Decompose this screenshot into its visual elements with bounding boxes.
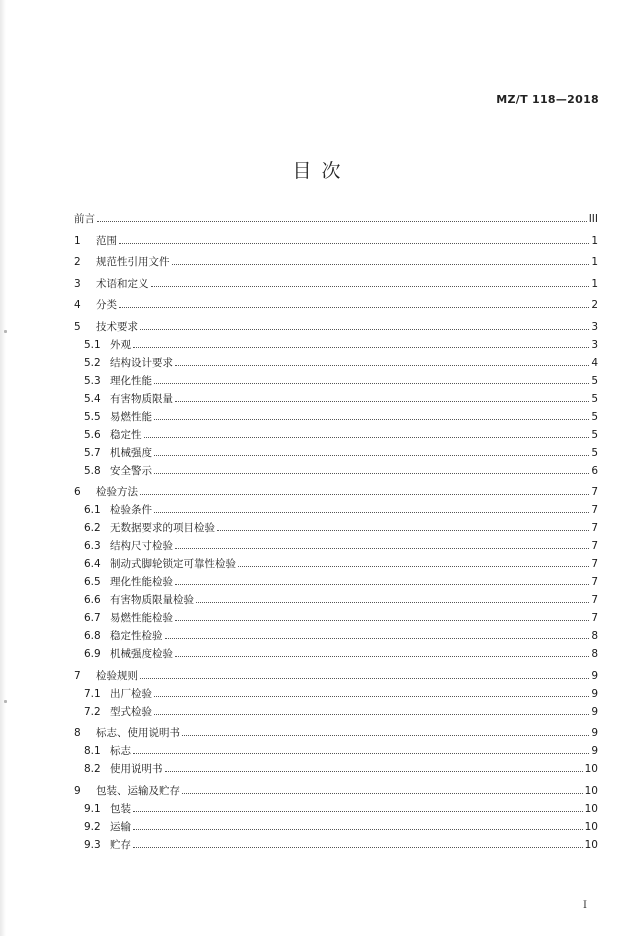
toc-entry-page: 9 (591, 745, 598, 757)
toc-entry-page: 8 (591, 630, 598, 642)
toc-entry-title: 贮存 (110, 838, 131, 851)
toc-entry-number: 6.5 (84, 576, 101, 588)
toc-entry[interactable] (74, 833, 598, 851)
toc-dot-leader (175, 619, 589, 621)
toc-entry[interactable] (74, 441, 598, 459)
toc-entry-number: 5.8 (84, 464, 101, 477)
toc-dot-leader (217, 529, 589, 531)
toc-entry-number: 5.6 (84, 428, 101, 441)
toc-dot-leader (154, 418, 589, 420)
toc-dot-leader (154, 695, 589, 697)
toc-entry-page: 5 (591, 374, 598, 387)
toc-entry-title: 结构设计要求 (110, 356, 173, 369)
toc-entry-title: 制动式脚轮锁定可靠性检验 (110, 558, 236, 570)
toc-entry-title: 使用说明书 (110, 763, 163, 775)
toc-entry-title: 包装 (110, 802, 131, 815)
toc-entry-title: 机械强度检验 (110, 648, 173, 660)
standard-number: MZ/T 118—2018 (496, 93, 599, 106)
toc-entry-title: 包装、运输及贮存 (96, 784, 180, 797)
toc-entry-page: 7 (591, 576, 598, 588)
toc-entry-title: 检验条件 (110, 504, 152, 516)
toc-entry-title: 范围 (96, 234, 117, 247)
toc-entry-number: 2 (74, 256, 81, 268)
toc-entry-title: 机械强度 (110, 446, 152, 459)
toc-entry-title: 检验方法 (96, 486, 138, 498)
toc-entry-page: 9 (591, 687, 598, 700)
toc-dot-leader (133, 752, 589, 754)
toc-entry-page: 3 (591, 320, 598, 333)
toc-entry-title: 规范性引用文件 (96, 256, 170, 268)
toc-dot-leader (133, 828, 583, 830)
table-of-contents (74, 207, 598, 851)
toc-entry-title: 分类 (96, 299, 117, 311)
toc-entry-title: 运输 (110, 820, 131, 833)
toc-entry-number: 9 (74, 784, 81, 797)
toc-entry-number: 6.2 (84, 522, 101, 534)
toc-entry[interactable] (74, 606, 598, 624)
toc-dot-leader (119, 242, 589, 244)
toc-entry[interactable] (74, 682, 598, 700)
toc-entry-title: 型式检验 (110, 705, 152, 718)
toc-entry[interactable] (74, 739, 598, 757)
toc-entry[interactable] (74, 333, 598, 351)
toc-entry-title: 标志、使用说明书 (96, 727, 180, 739)
toc-dot-leader (151, 285, 590, 287)
toc-dot-leader (175, 547, 589, 549)
toc-dot-leader (119, 306, 589, 308)
toc-entry-number: 8.2 (84, 763, 101, 775)
toc-entry-number: 7.1 (84, 687, 101, 700)
toc-entry-number: 5.3 (84, 374, 101, 387)
toc-entry-title: 检验规则 (96, 669, 138, 682)
toc-dot-leader (165, 770, 583, 772)
toc-entry[interactable] (74, 624, 598, 642)
toc-entry[interactable] (74, 272, 598, 290)
toc-entry-number: 5 (74, 320, 81, 333)
toc-entry-title: 理化性能 (110, 374, 152, 387)
toc-entry-page: 9 (591, 669, 598, 682)
toc-dot-leader (175, 655, 589, 657)
toc-dot-leader (165, 637, 590, 639)
toc-entry[interactable] (74, 480, 598, 498)
toc-entry-number: 5.7 (84, 446, 101, 459)
toc-dot-leader (140, 328, 589, 330)
toc-entry[interactable] (74, 552, 598, 570)
toc-dot-leader (238, 565, 589, 567)
toc-entry-number: 9.1 (84, 802, 101, 815)
toc-entry-title: 稳定性检验 (110, 630, 163, 642)
toc-entry-title: 理化性能检验 (110, 576, 173, 588)
toc-entry[interactable] (74, 387, 598, 405)
toc-entry-page: 10 (584, 838, 598, 851)
toc-entry[interactable] (74, 642, 598, 660)
toc-entry[interactable] (74, 459, 598, 477)
toc-entry-number: 7.2 (84, 705, 101, 718)
toc-entry-page: 1 (591, 256, 598, 268)
toc-dot-leader (133, 346, 589, 348)
toc-entry-page: 6 (591, 464, 598, 477)
toc-entry-page: 7 (591, 612, 598, 624)
toc-dot-leader (140, 493, 589, 495)
toc-entry-page: 1 (591, 277, 598, 290)
toc-dot-leader (175, 364, 589, 366)
toc-dot-leader (133, 846, 583, 848)
toc-entry-page: 7 (591, 540, 598, 552)
toc-dot-leader (133, 810, 583, 812)
toc-entry[interactable] (74, 369, 598, 387)
toc-entry[interactable] (74, 664, 598, 682)
toc-entry-number: 5.4 (84, 392, 101, 405)
toc-entry[interactable] (74, 534, 598, 552)
toc-entry-title: 易燃性能检验 (110, 612, 173, 624)
toc-entry[interactable] (74, 588, 598, 606)
scan-speck (4, 330, 7, 333)
toc-dot-leader (154, 382, 589, 384)
toc-dot-leader (97, 220, 587, 222)
toc-entry-number: 6.1 (84, 504, 101, 516)
toc-entry[interactable] (74, 498, 598, 516)
toc-entry-page: 10 (584, 802, 598, 815)
toc-entry[interactable] (74, 757, 598, 775)
toc-entry-page: III (588, 213, 598, 225)
toc-entry[interactable] (74, 250, 598, 268)
toc-entry-number: 6.7 (84, 612, 101, 624)
scan-speck (4, 700, 7, 703)
toc-entry[interactable] (74, 815, 598, 833)
toc-entry-number: 6.8 (84, 630, 101, 642)
toc-entry-page: 5 (591, 446, 598, 459)
toc-entry[interactable] (74, 315, 598, 333)
toc-dot-leader (175, 583, 589, 585)
toc-entry-title: 易燃性能 (110, 410, 152, 423)
toc-entry-page: 7 (591, 558, 598, 570)
toc-entry[interactable] (74, 405, 598, 423)
toc-entry-number: 7 (74, 669, 81, 682)
toc-entry-page: 5 (591, 392, 598, 405)
toc-entry-number: 5.5 (84, 410, 101, 423)
toc-entry[interactable] (74, 570, 598, 588)
toc-entry-title: 结构尺寸检验 (110, 540, 173, 552)
toc-entry-page: 7 (591, 486, 598, 498)
toc-entry-title: 安全警示 (110, 464, 152, 477)
toc-entry-number: 8 (74, 727, 81, 739)
toc-dot-leader (154, 454, 589, 456)
toc-entry[interactable] (74, 293, 598, 311)
toc-entry[interactable] (74, 797, 598, 815)
toc-entry-page: 10 (584, 763, 598, 775)
toc-entry-page: 9 (591, 727, 598, 739)
toc-dot-leader (182, 734, 589, 736)
toc-dot-leader (182, 792, 583, 794)
toc-entry-number: 6.4 (84, 558, 101, 570)
toc-entry-number: 9.2 (84, 820, 101, 833)
toc-entry-title: 有害物质限量检验 (110, 594, 194, 606)
toc-entry-number: 4 (74, 299, 81, 311)
toc-entry-title: 有害物质限量 (110, 392, 173, 405)
toc-entry[interactable] (74, 229, 598, 247)
toc-entry-title: 技术要求 (96, 320, 138, 333)
toc-entry-number: 5.2 (84, 356, 101, 369)
toc-entry-title: 无数据要求的项目检验 (110, 522, 215, 534)
toc-entry-title: 稳定性 (110, 428, 142, 441)
toc-entry-number: 5.1 (84, 338, 101, 351)
toc-entry[interactable] (74, 423, 598, 441)
toc-entry-page: 8 (591, 648, 598, 660)
toc-entry-page: 1 (591, 234, 598, 247)
toc-entry-number: 6.9 (84, 648, 101, 660)
toc-entry[interactable] (74, 779, 598, 797)
toc-entry-page: 7 (591, 504, 598, 516)
toc-entry[interactable] (74, 721, 598, 739)
toc-entry-page: 9 (591, 705, 598, 718)
toc-dot-leader (154, 713, 589, 715)
page-title: 目次 (292, 160, 351, 182)
toc-entry-number: 6.6 (84, 594, 101, 606)
toc-dot-leader (144, 436, 590, 438)
toc-dot-leader (140, 677, 589, 679)
toc-entry-number: 9.3 (84, 838, 101, 851)
toc-entry-number: 8.1 (84, 745, 101, 757)
toc-entry[interactable] (74, 516, 598, 534)
toc-entry-page: 10 (584, 784, 598, 797)
toc-entry-page: 2 (591, 299, 598, 311)
toc-entry-page: 4 (591, 356, 598, 369)
page-number: I (583, 900, 587, 911)
toc-entry-number: 3 (74, 277, 81, 290)
toc-dot-leader (154, 472, 589, 474)
toc-dot-leader (154, 511, 589, 513)
toc-dot-leader (196, 601, 589, 603)
toc-entry-page: 3 (591, 338, 598, 351)
toc-entry-page: 7 (591, 594, 598, 606)
toc-entry[interactable] (74, 207, 598, 225)
toc-dot-leader (172, 263, 590, 265)
toc-entry[interactable] (74, 700, 598, 718)
toc-entry-title: 出厂检验 (110, 687, 152, 700)
toc-entry-page: 10 (584, 820, 598, 833)
toc-entry-number: 6 (74, 486, 81, 498)
toc-entry-page: 5 (591, 428, 598, 441)
toc-entry-page: 5 (591, 410, 598, 423)
toc-entry-number: 6.3 (84, 540, 101, 552)
toc-entry-title: 术语和定义 (96, 277, 149, 290)
toc-entry-page: 7 (591, 522, 598, 534)
page-edge-shadow (0, 0, 6, 936)
toc-dot-leader (175, 400, 589, 402)
toc-entry-title: 前言 (74, 213, 95, 225)
toc-entry-number: 1 (74, 234, 81, 247)
toc-entry[interactable] (74, 351, 598, 369)
toc-entry-title: 外观 (110, 338, 131, 351)
toc-entry-title: 标志 (110, 745, 131, 757)
